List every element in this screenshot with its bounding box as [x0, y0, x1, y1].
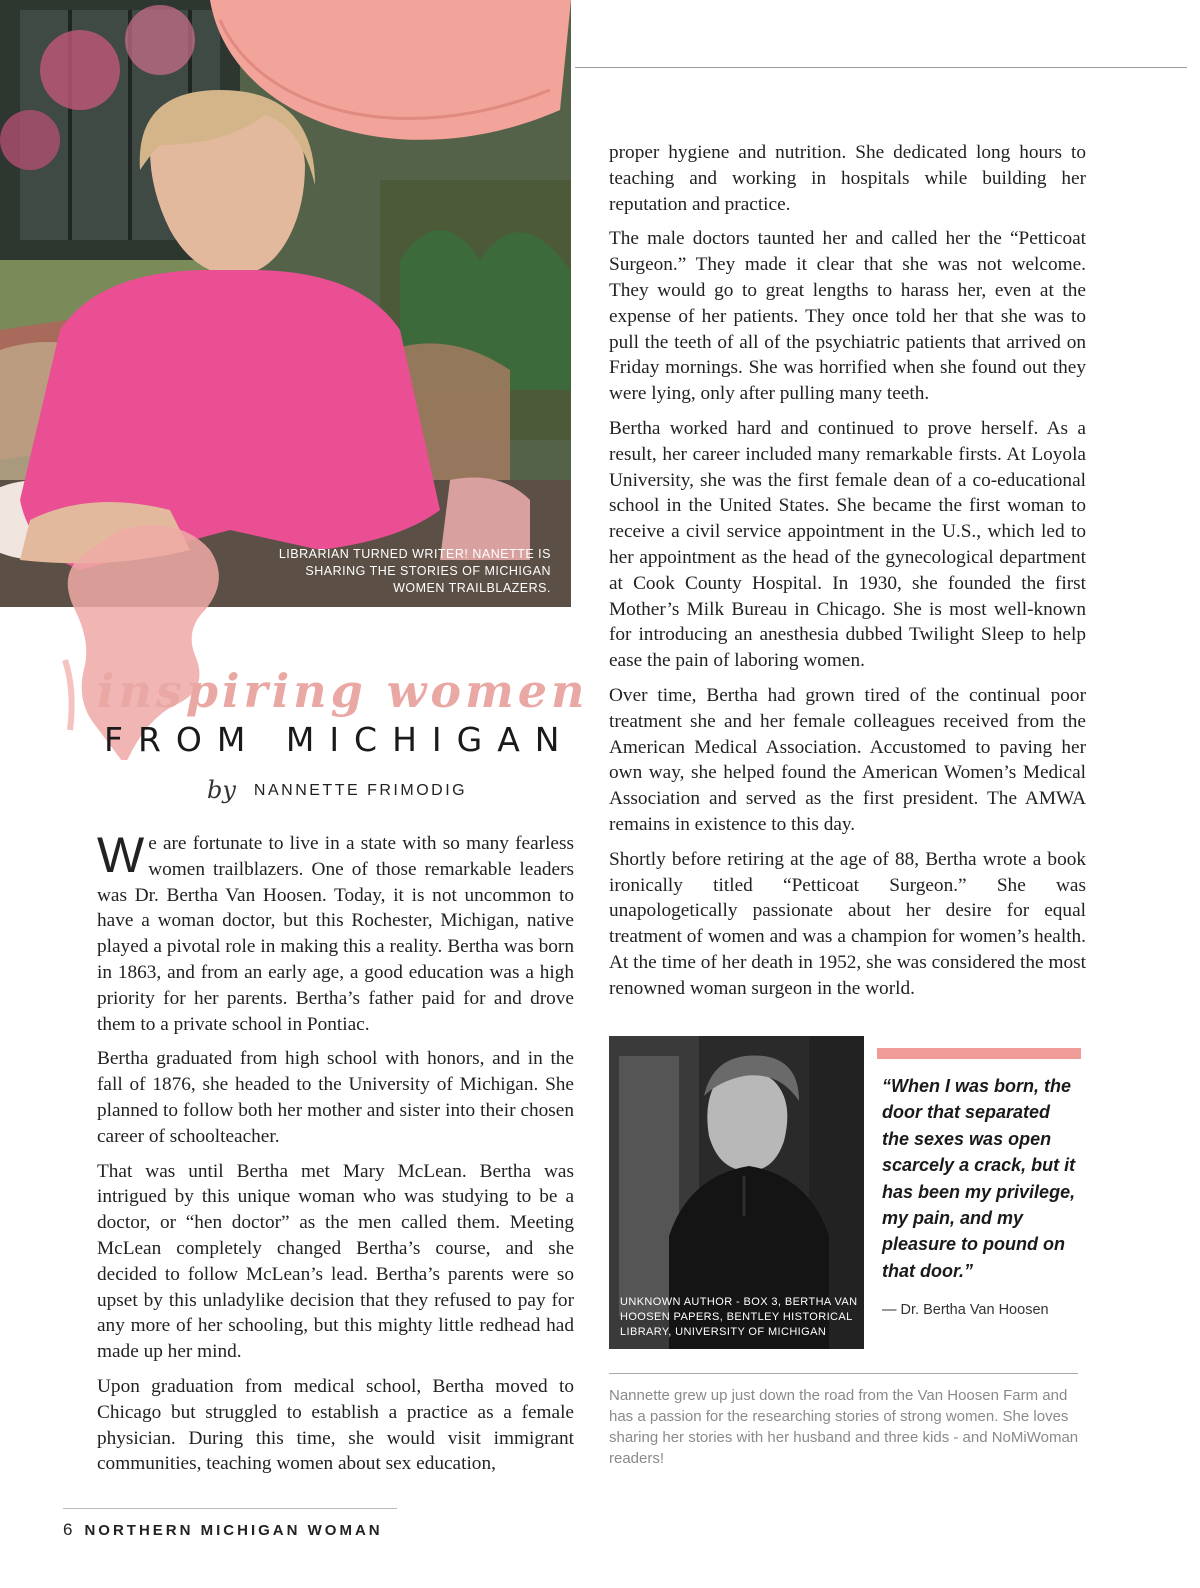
- headline-caps: FROM MICHIGAN: [104, 720, 575, 759]
- pull-quote-attribution: — Dr. Bertha Van Hoosen: [882, 1302, 1049, 1318]
- page-footer: [63, 1520, 383, 1540]
- article-paragraph: [97, 827, 574, 1037]
- historic-photo-caption: UNKNOWN AUTHOR - BOX 3, BERTHA VAN HOOSEN PAPERS, BENTLEY HISTORICAL LIBRARY, UNIVERSITY OF MICHIGAN: [620, 1296, 858, 1338]
- hero-caption: LIBRARIAN TURNED WRITER! NANETTE IS SHARING THE STORIES OF MICHIGAN WOMEN TRAILBLAZERS.: [278, 547, 551, 595]
- article-right-column: [609, 140, 1086, 1011]
- pull-quote-accent-bar: [877, 1048, 1081, 1059]
- article-paragraph: Bertha graduated from high school with honors, and in the fall of 1876, she headed to the University of Michigan. She planned to follow both her mother and sister into their chosen career of schoolteacher.: [97, 1048, 574, 1147]
- page-number: 6: [63, 1520, 73, 1539]
- byline: [207, 776, 467, 804]
- pull-quote: “When I was born, the door that separated the sexes was open scarcely a crack, but it has been my privilege, my pain, and my pleasure to pound on that door.”: [882, 1076, 1076, 1281]
- hero-photo-illustration: [0, 0, 571, 607]
- publication-name: NORTHERN MICHIGAN WOMAN: [84, 1522, 383, 1539]
- article-paragraph: Shortly before retiring at the age of 88, Bertha wrote a book ironically titled “Petticoat Surgeon.” She was unapologetically passionate about her desire for equal treatment of women and was a champion for women’s health. At the time of her death in 1952, she was considered the most renowned woman surgeon in the world.: [609, 848, 1086, 999]
- article-paragraph: The male doctors taunted her and called her the “Petticoat Surgeon.” They made it clear that she was not welcome. They would go to great lengths to harass her, even at the expense of her patients. They once told her that she was to pull the teeth of all of the psychiatric patients that arrived on Friday mornings. She was horrified when she found out they were lying, only after pulling many teeth.: [609, 228, 1086, 405]
- byline-by: by: [207, 776, 236, 804]
- article-paragraph: Over time, Bertha had grown tired of the continual poor treatment she and her female colleagues received from the American Medical Association. Accustomed to paving her own way, she helped found the American Women’s Medical Association and served as the first president. The AMWA remains in existence to this day.: [609, 684, 1086, 835]
- article-left-column: [97, 827, 574, 1486]
- article-paragraph: proper hygiene and nutrition. She dedicated long hours to teaching and working in hospitals while building her reputation and practice.: [609, 142, 1086, 215]
- article-paragraph: That was until Bertha met Mary McLean. Bertha was intrigued by this unique woman who was studying to be a doctor, or “hen doctor” as the men called them. Meeting McLean completely changed Bertha’s course, and she decided to follow McLean’s lead. Bertha’s parents were so upset by this unladylike decision that they refused to pay for any more of her schooling, but this mighty little redhead had made up her mind.: [97, 1160, 574, 1363]
- hero-photo: [0, 0, 571, 607]
- paragraph-text: e are fortunate to live in a state with so many fearless women trailblazers. One of those remarkable leaders was Dr. Bertha Van Hoosen. Today, it is not uncommon to have a woman doctor, but this Rochester, Michigan, native played a pivotal role in making this a reality. Bertha was born in 1863, and from an early age, a good education was a high priority for her parents. Bertha’s father paid for and drove them to a private school in Pontiac.: [97, 833, 574, 1035]
- bio-divider: [609, 1373, 1078, 1374]
- article-paragraph: Bertha worked hard and continued to prove herself. As a result, her career included many remarkable firsts. At Loyola University, she was the first female dean of a co-educational school in the United States. She became the first woman to receive a civil service appointment in the U.S., which led to her appointment as the head of the gynecological department at Cook County Hospital. In 1930, she founded the first Mother’s Milk Bureau in Chicago. She is most well-known for introducing an anesthesia dubbed Twilight Sleep to help ease the pain of laboring women.: [609, 417, 1086, 672]
- byline-author: NANNETTE FRIMODIG: [253, 782, 468, 799]
- article-paragraph: Upon graduation from medical school, Bertha moved to Chicago but struggled to establish a practice as a female physician. During this time, she would visit immigrant communities, teaching women about sex education,: [97, 1375, 574, 1475]
- headline-script: inspiring women: [97, 664, 589, 718]
- top-divider: [575, 67, 1187, 68]
- historic-photo: [609, 1036, 864, 1349]
- drop-cap: W: [97, 827, 145, 883]
- author-bio: Nannette grew up just down the road from the Van Hoosen Farm and has a passion for the researching stories of strong women. She loves sharing her stories with her husband and three kids - and NoMiWoman readers!: [609, 1387, 1079, 1467]
- footer-divider: [63, 1508, 397, 1509]
